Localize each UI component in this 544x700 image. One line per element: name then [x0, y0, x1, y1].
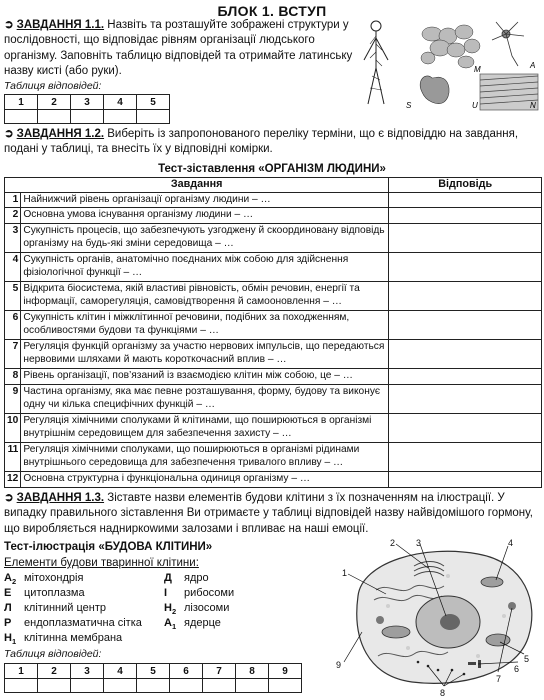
row-number: 1 [5, 192, 21, 208]
row-text: Сукупність органів, анатомічно поєднаних між собою для здійснення фізіологічної функції – … [21, 253, 389, 282]
answer-input-cell[interactable] [137, 110, 170, 124]
human-figure [364, 21, 388, 104]
table-row [5, 208, 542, 224]
table-row [5, 224, 542, 253]
task-1-3-label: ЗАВДАННЯ 1.3. [16, 492, 105, 504]
element-item: Р ендоплазматична сітка [4, 617, 142, 629]
answer-input-cell[interactable] [137, 679, 170, 693]
answer-input-cell[interactable] [104, 110, 137, 124]
table-row [5, 385, 542, 414]
answer-cell-header: 3 [71, 95, 104, 110]
table-row [5, 253, 542, 282]
element-item: Е цитоплазма [4, 587, 85, 599]
answer-cell[interactable] [389, 208, 542, 224]
row-text: Основна структурна і функціональна одиниця організму – … [21, 472, 389, 488]
answers-label-1-3: Таблиця відповідей: [4, 648, 102, 660]
image-letter-u: U [472, 101, 478, 110]
answer-input-cell[interactable] [170, 679, 203, 693]
answer-input-cell[interactable] [38, 110, 71, 124]
row-text: Найнижчий рівень організації організму людини – … [21, 192, 389, 208]
element-item: Л клітинний центр [4, 602, 107, 614]
column-header-task: Завдання [5, 178, 389, 193]
arrow-icon: ➲ [4, 492, 14, 504]
cell-illustration [328, 536, 542, 698]
row-text: Основна умова існування організму людини – … [21, 208, 389, 224]
row-number: 5 [5, 282, 21, 311]
answer-cell[interactable] [389, 385, 542, 414]
answer-input-cell[interactable] [38, 679, 71, 693]
answer-input-cell[interactable] [104, 679, 137, 693]
table-row [5, 192, 542, 208]
organ [420, 76, 449, 104]
row-number: 2 [5, 208, 21, 224]
answer-cell-header: 7 [203, 664, 236, 679]
row-text: Сукупність клітин і міжклітинної речовини, подібних за походженням, особливостями будови та функціями – … [21, 311, 389, 340]
answer-cell-header: 1 [5, 664, 38, 679]
cell-label: 9 [336, 660, 342, 670]
answer-cell-header: 4 [104, 664, 137, 679]
block-title: БЛОК 1. ВСТУП [217, 3, 327, 19]
cell-label: 6 [514, 664, 520, 674]
cell-label: 3 [416, 538, 422, 548]
row-number: 7 [5, 340, 21, 369]
answer-cell-header: 2 [38, 95, 71, 110]
answer-cell-header: 5 [137, 664, 170, 679]
image-letter-n: N [530, 101, 536, 110]
structures-illustration [356, 16, 542, 112]
matching-table [4, 177, 542, 488]
cell-label: 7 [496, 674, 502, 684]
answer-cell-header: 4 [104, 95, 137, 110]
answer-input-cell[interactable] [71, 110, 104, 124]
image-letter-s: S [406, 101, 412, 110]
row-number: 12 [5, 472, 21, 488]
answer-cell[interactable] [389, 369, 542, 385]
table-row [5, 472, 542, 488]
answer-cell-header: 2 [38, 664, 71, 679]
answer-table-1-1 [4, 94, 170, 124]
table-row [5, 311, 542, 340]
row-text: Частина організму, яка має певне розташування, форму, будову та виконує одну чи кілька специфічних функцій – … [21, 385, 389, 414]
row-number: 8 [5, 369, 21, 385]
answer-cell[interactable] [389, 311, 542, 340]
tissue-cells [421, 25, 480, 68]
task-1-1-label: ЗАВДАННЯ 1.1. [16, 19, 105, 31]
answer-cell-header: 6 [170, 664, 203, 679]
answer-cell[interactable] [389, 443, 542, 472]
task-1-3 [4, 491, 542, 537]
image-letter-m: M [474, 65, 481, 74]
answer-input-cell[interactable] [5, 110, 38, 124]
table-row [5, 414, 542, 443]
cell-label: 2 [390, 538, 396, 548]
task-1-2-label: ЗАВДАННЯ 1.2. [16, 128, 105, 140]
answer-cell-header: 1 [5, 95, 38, 110]
test-title-organism: Тест-зіставлення «ОРГАНІЗМ ЛЮДИНИ» [158, 163, 386, 175]
row-text: Рівень організації, пов’язаний із взаємодією клітин між собою, це – … [21, 369, 389, 385]
table-row [5, 369, 542, 385]
table-row [5, 282, 542, 311]
element-item: $Н_1$ клітинна мембрана [4, 632, 123, 647]
answer-cell-header: 3 [71, 664, 104, 679]
answer-input-cell[interactable] [203, 679, 236, 693]
element-item: $А_1$ ядерце [164, 617, 221, 632]
answer-table-1-3 [4, 663, 302, 693]
row-number: 4 [5, 253, 21, 282]
row-number: 9 [5, 385, 21, 414]
row-text: Відкрита біосистема, якій властиві рівновість, обмін речовин, енергії та інформації, саморегуляція, самовідтворення й самооновлення – … [21, 282, 389, 311]
task-1-1-text: Назвіть та розташуйте зображені структури у послідовності, що відповідає рівням організації людського організму. Заповніть таблицю відповідей та отримайте латинську назву кисті (або руки). [4, 19, 353, 78]
table-row [5, 340, 542, 369]
cell-label: 1 [342, 568, 348, 578]
task-1-1 [4, 18, 354, 80]
task-1-2-text: Виберіть із запропонованого переліку терміни, що є відповіддю на завдання, подані у таблиці, та внесіть їх у відповідні комірки. [4, 128, 519, 156]
answer-cell[interactable] [389, 282, 542, 311]
arrow-icon: ➲ [4, 128, 14, 140]
answer-cell-header: 8 [236, 664, 269, 679]
row-text: Сукупність процесів, що забезпечують узгоджену й скоординовану відповідь організму на будь-які зміни середовища – … [21, 224, 389, 253]
answer-cell[interactable] [389, 253, 542, 282]
element-item: І рибосоми [164, 587, 235, 599]
table-row [5, 443, 542, 472]
element-item: $Н_2$ лізосоми [164, 602, 230, 617]
answer-input-cell[interactable] [5, 679, 38, 693]
answers-label-1-1: Таблиця відповідей: [4, 80, 102, 92]
test-title-cell: Тест-ілюстрація «БУДОВА КЛІТИНИ» [4, 541, 213, 553]
element-item: $A_2$ мітохондрія [4, 572, 84, 587]
row-text: Регуляція хімічними сполуками й клітинами, що поширюються в організмі внутрішнім середовищем для забезпечення захисту – … [21, 414, 389, 443]
cell-label: 8 [440, 688, 446, 698]
row-number: 6 [5, 311, 21, 340]
row-number: 11 [5, 443, 21, 472]
neuron [492, 22, 524, 66]
answer-cell-header: 9 [269, 664, 302, 679]
cell-label: 5 [524, 654, 530, 664]
task-1-3-text: Зіставте назви елементів будови клітини з їх позначенням на ілюстрації. У випадку правильного зіставлення Ви отримаєте у таблиці відповідей назву найвідомішого гормону, що виробляється надниркowими залозами і впливає на наші емоції. [4, 492, 533, 535]
answer-cell[interactable] [389, 224, 542, 253]
answer-cell[interactable] [389, 472, 542, 488]
row-text: Регуляція хімічними сполуками, що поширюються в організмі рідинами внутрішнього середовища для забезпечення тривалого впливу – … [21, 443, 389, 472]
nucleolus [440, 614, 460, 630]
answer-cell[interactable] [389, 340, 542, 369]
answer-input-cell[interactable] [236, 679, 269, 693]
elements-title: Елементи будови тваринної клітини: [4, 557, 199, 569]
column-header-answer: Відповідь [389, 178, 542, 193]
element-item: Д ядро [164, 572, 209, 584]
answer-cell[interactable] [389, 414, 542, 443]
image-letter-a: A [530, 61, 536, 70]
row-text: Регуляція функцій організму за участю нервових імпульсів, що передаються нервовими шляхами й мають короткочасний вплив – … [21, 340, 389, 369]
task-1-2 [4, 127, 542, 158]
answer-input-cell[interactable] [269, 679, 302, 693]
answer-input-cell[interactable] [71, 679, 104, 693]
row-number: 10 [5, 414, 21, 443]
row-number: 3 [5, 224, 21, 253]
cell-label: 4 [508, 538, 514, 548]
answer-cell-header: 5 [137, 95, 170, 110]
arrow-icon: ➲ [4, 19, 14, 31]
answer-cell[interactable] [389, 192, 542, 208]
